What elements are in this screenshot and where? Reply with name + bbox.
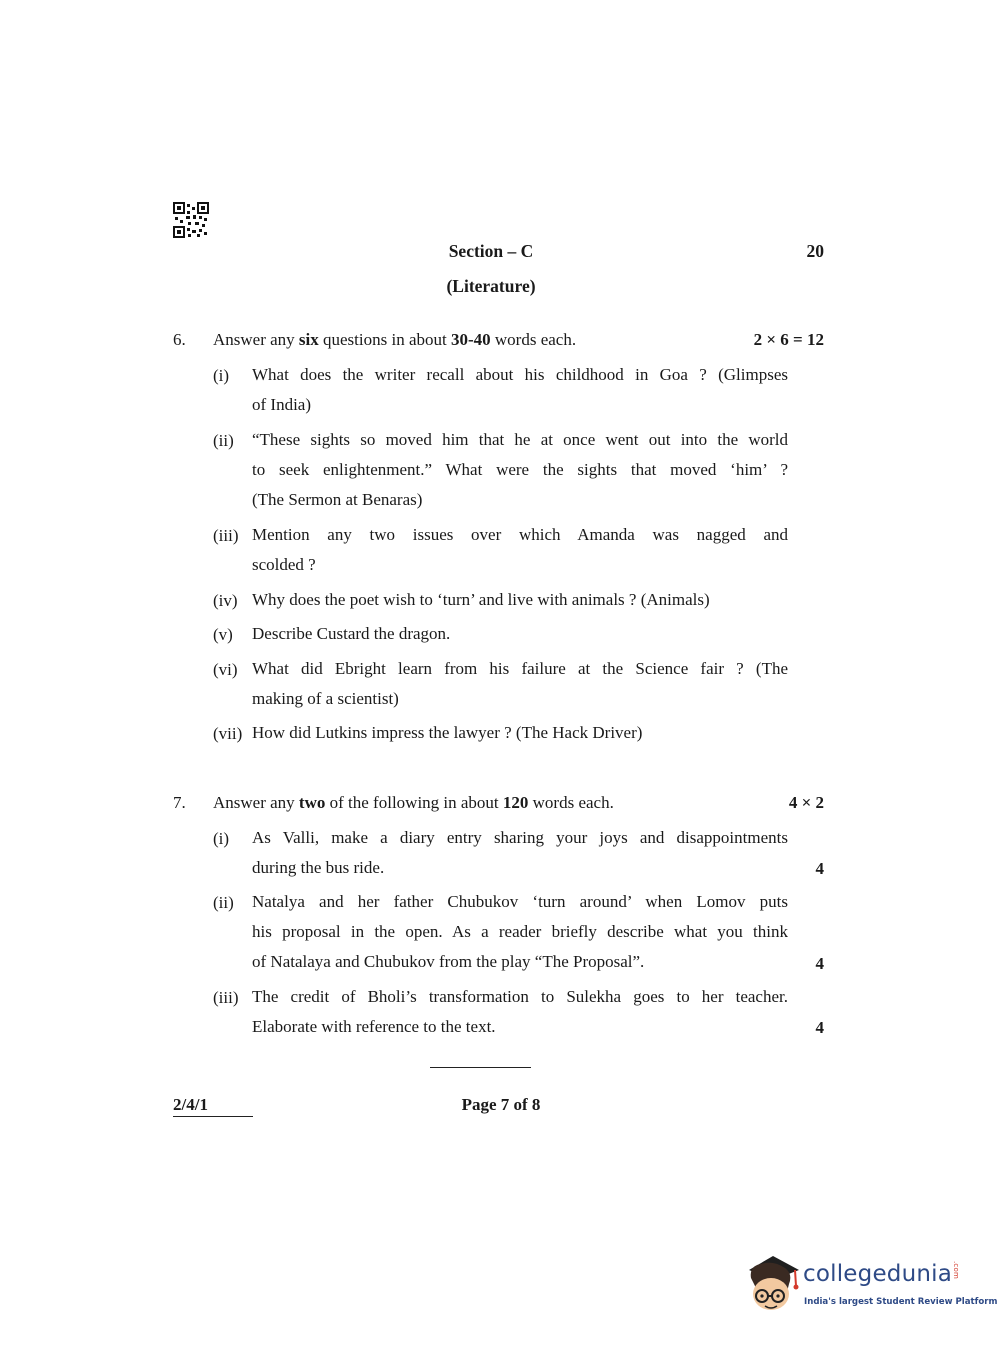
paper-code-underline [173, 1116, 253, 1117]
q7-item-marks: 4 [815, 1018, 824, 1037]
section-marks: 20 [806, 241, 824, 261]
question-7-instruction: Answer any two of the following in about 120 words each. [213, 793, 614, 812]
q6-item-number: (vii) [213, 724, 243, 743]
q6-item-text: “These sights so moved him that he at once went out into the world to seek enlightenment.” What were the sights that moved ‘him’ ? (The Sermon at Benaras) [252, 430, 788, 510]
q6-item-text: Describe Custard the dragon. [252, 624, 451, 643]
q6-item-number: (ii) [213, 431, 234, 450]
q7-item-marks: 4 [815, 954, 824, 973]
question-6-marks: 2 × 6 = 12 [753, 330, 824, 349]
q7-item-text: Natalya and her father Chubukov ‘turn around’ when Lomov puts his proposal in the open. As a reader briefly describe what you think of Natalaya and Chubukov from the play “The Proposal”. [252, 892, 788, 972]
brand-tagline: India's largest Student Review Platform [804, 1297, 998, 1307]
q6-item-text: Mention any two issues over which Amanda was nagged and scolded ? [252, 525, 788, 575]
q6-item-text: Why does the poet wish to ‘turn’ and live with animals ? (Animals) [252, 590, 710, 609]
question-6-instruction: Answer any six questions in about 30-40 words each. [213, 330, 577, 349]
qr-code-icon [173, 202, 209, 238]
question-7-marks: 4 × 2 [788, 793, 824, 812]
q7-item-text: The credit of Bholi’s transformation to Sulekha goes to her teacher. Elaborate with reference to the text. [252, 987, 788, 1037]
end-divider [430, 1067, 531, 1068]
q6-item-number: (iii) [213, 526, 239, 545]
brand-name: collegedunia.com [803, 1261, 961, 1287]
q6-item-text: What did Ebright learn from his failure at the Science fair ? (The making of a scientist) [252, 659, 788, 709]
q6-item-number: (i) [213, 366, 230, 385]
question-7-number: 7. [173, 793, 186, 812]
section-title: Section – C [448, 241, 534, 261]
q6-item-number: (vi) [213, 660, 238, 679]
q7-item-number: (i) [213, 829, 230, 848]
q7-item-text: As Valli, make a diary entry sharing your joys and disappointments during the bus ride. [252, 828, 788, 878]
q6-item-text: How did Lutkins impress the lawyer ? (The Hack Driver) [252, 723, 643, 742]
q7-item-number: (ii) [213, 893, 234, 912]
q6-item-number: (iv) [213, 591, 238, 610]
q6-item-number: (v) [213, 625, 233, 644]
q6-item-text: What does the writer recall about his childhood in Goa ? (Glimpses of India) [252, 365, 788, 415]
question-6-number: 6. [173, 330, 186, 349]
q7-item-number: (iii) [213, 988, 239, 1007]
section-subtitle: (Literature) [446, 276, 536, 296]
collegedunia-mascot-logo [743, 1248, 803, 1318]
paper-code: 2/4/1 [173, 1095, 208, 1114]
page-number: Page 7 of 8 [461, 1095, 541, 1114]
q7-item-marks: 4 [815, 859, 824, 878]
